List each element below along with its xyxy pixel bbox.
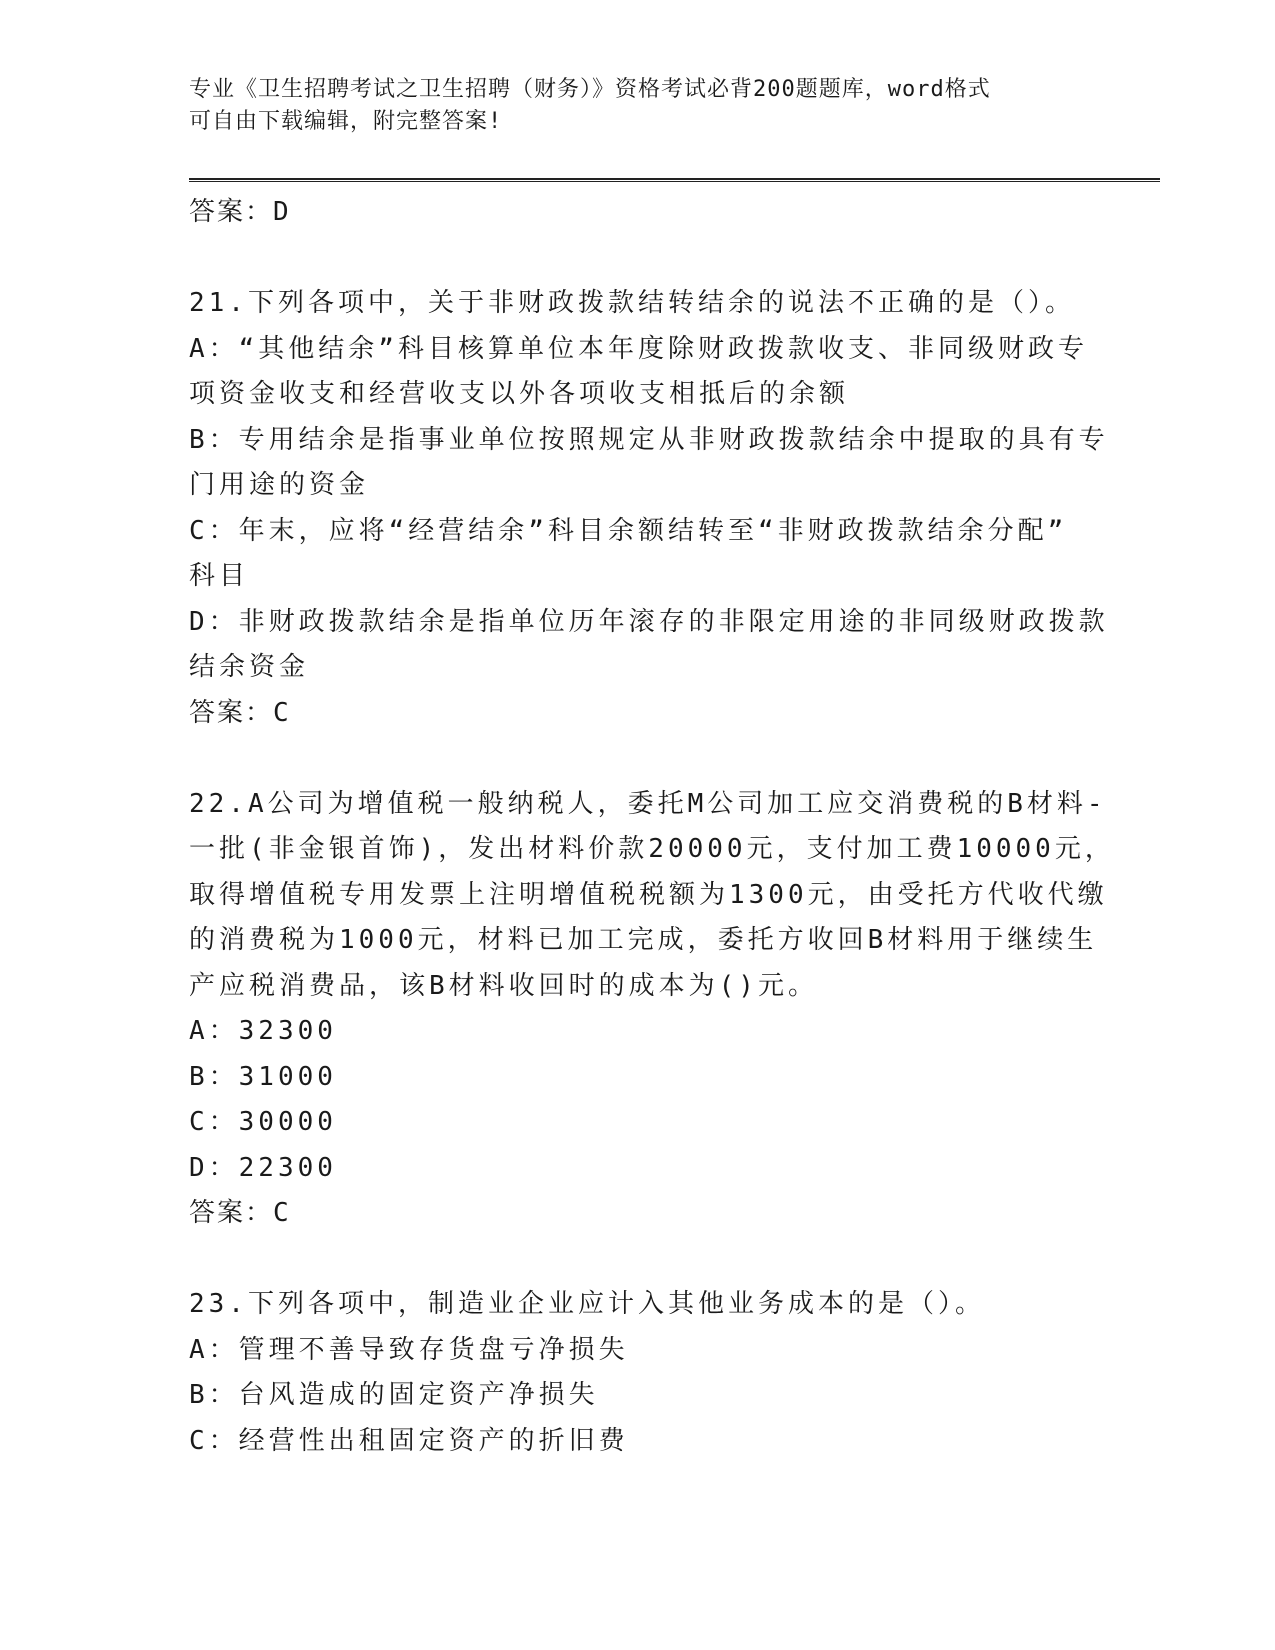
option-a-cont: 项资金收支和经营收支以外各项收支相抵后的余额 bbox=[189, 379, 850, 409]
question-22 bbox=[189, 782, 1115, 1237]
option-c: C：年末，应将“经营结余”科目余额结转至“非财政拨款结余分配” bbox=[189, 515, 1068, 546]
header-line-2: 可自由下载编辑，附完整答案! bbox=[189, 109, 503, 134]
option-a: A：32300 bbox=[189, 1016, 337, 1046]
option-c-cont: 科目 bbox=[189, 561, 250, 591]
question-23 bbox=[189, 1282, 1089, 1464]
answer: 答案：C bbox=[189, 1198, 291, 1228]
header-divider bbox=[189, 178, 1160, 182]
question-content bbox=[189, 190, 1115, 1464]
option-a: A：“其他结余”科目核算单位本年度除财政拨款收支、非同级财政专 bbox=[189, 333, 1088, 364]
question-stem-3: 取得增值税专用发票上注明增值税税额为1300元，由受托方代收代缴 bbox=[189, 879, 1108, 910]
question-stem-1: 22.A公司为增值税一般纳税人，委托M公司加工应交消费税的B材料- bbox=[189, 788, 1107, 819]
option-b-cont: 门用途的资金 bbox=[189, 470, 370, 500]
question-21 bbox=[189, 281, 1109, 736]
option-b: B：专用结余是指事业单位按照规定从非财政拨款结余中提取的具有专 bbox=[189, 424, 1109, 455]
question-stem-5: 产应税消费品，该B材料收回时的成本为()元。 bbox=[189, 970, 818, 1001]
spacer bbox=[189, 736, 1089, 782]
option-c: C：30000 bbox=[189, 1107, 337, 1137]
document-header bbox=[189, 74, 1069, 138]
answer: 答案：C bbox=[189, 697, 291, 728]
option-b: B：31000 bbox=[189, 1061, 337, 1092]
question-stem: 21.下列各项中，关于非财政拨款结转结余的说法不正确的是（）。 bbox=[189, 288, 1075, 318]
option-c: C：经营性出租固定资产的折旧费 bbox=[189, 1425, 629, 1456]
spacer bbox=[189, 236, 1089, 282]
option-a: A：管理不善导致存货盘亏净损失 bbox=[189, 1334, 629, 1365]
question-stem-2: 一批(非金银首饰)，发出材料价款20000元，支付加工费10000元， bbox=[189, 834, 1115, 864]
option-d: D：22300 bbox=[189, 1152, 337, 1183]
question-stem-4: 的消费税为1000元，材料已加工完成，委托方收回B材料用于继续生 bbox=[189, 925, 1098, 955]
option-d: D：非财政拨款结余是指单位历年滚存的非限定用途的非同级财政拨款 bbox=[189, 606, 1109, 637]
option-d-cont: 结余资金 bbox=[189, 652, 310, 682]
option-b: B：台风造成的固定资产净损失 bbox=[189, 1380, 599, 1410]
previous-answer: 答案：D bbox=[189, 197, 291, 227]
question-stem: 23.下列各项中，制造业企业应计入其他业务成本的是（）。 bbox=[189, 1289, 985, 1319]
spacer bbox=[189, 1237, 1089, 1283]
header-line-1: 专业《卫生招聘考试之卫生招聘（财务）》资格考试必背200题题库，word格式 bbox=[189, 77, 991, 102]
